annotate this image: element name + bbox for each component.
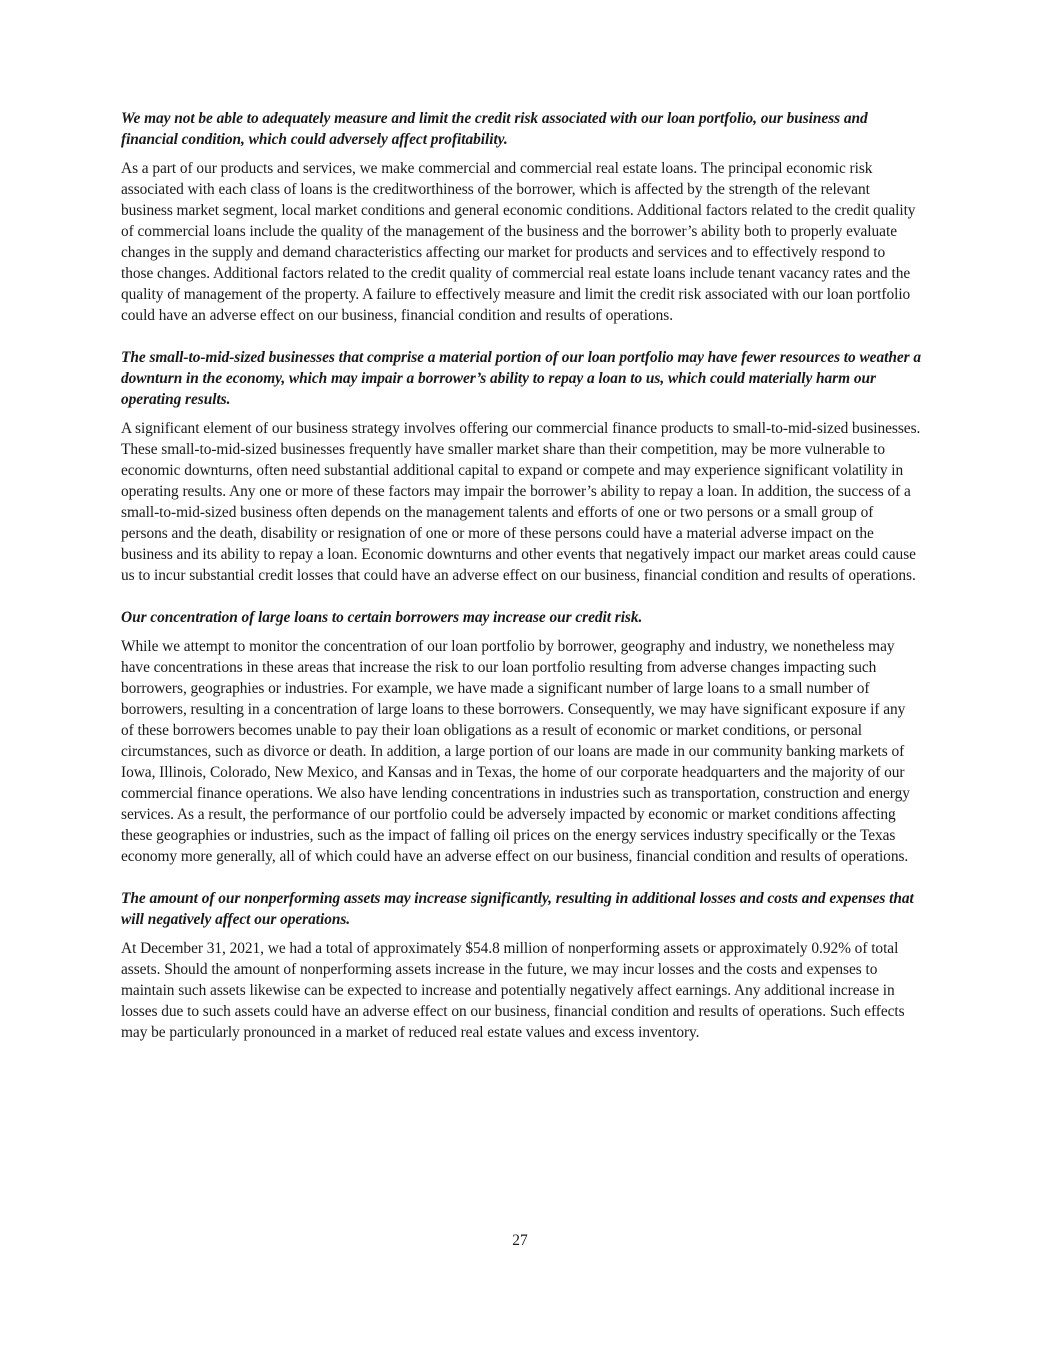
page-number: 27 — [512, 1232, 528, 1249]
section-heading: We may not be able to adequately measure and limit the credit risk associated with our loan portfolio, our business and financial condition, which could adversely affect profitability. — [121, 110, 868, 148]
section-paragraph: While we attempt to monitor the concentration of our loan portfolio by borrower, geography and industry, we nonetheless may have concentrations in these areas that increase the risk to our loan portfolio resulting from adverse changes impacting such borrowers, geographies or industries. For example, we have made a significant number of large loans to a small number of borrowers, resulting in a concentration of large loans to these borrowers. Consequently, we may have significant exposure if any of these borrowers becomes unable to pay their loan obligations as a result of economic or market conditions, or personal circumstances, such as divorce or death. In addition, a large portion of our loans are made in our community banking markets of Iowa, Illinois, Colorado, New Mexico, and Kansas and in Texas, the home of our corporate headquarters and the majority of our commercial finance operations. We also have lending concentrations in industries such as transportation, construction and energy services. As a result, the performance of our portfolio could be adversely impacted by economic or market conditions affecting these geographies or industries, such as the impact of falling oil prices on the energy services industry specifically or the Texas economy more generally, all of which could have an adverse effect on our business, financial condition and results of operations. — [121, 638, 910, 865]
risk-factor-section — [121, 607, 921, 867]
section-paragraph: As a part of our products and services, we make commercial and commercial real estate loans. The principal economic risk associated with each class of loans is the creditworthiness of the borrower, which is affected by the strength of the relevant business market segment, local market conditions and general economic conditions. Additional factors related to the credit quality of commercial loans include the quality of the management of the business and the borrower’s ability both to properly evaluate changes in the supply and demand characteristics affecting our market for products and services and to effectively respond to those changes. Additional factors related to the credit quality of commercial real estate loans include tenant vacancy rates and the quality of management of the property. A failure to effectively measure and limit the credit risk associated with our loan portfolio could have an adverse effect on our business, financial condition and results of operations. — [121, 160, 916, 324]
risk-factor-section — [121, 347, 921, 586]
risk-factor-section — [121, 888, 921, 1043]
section-heading: Our concentration of large loans to certain borrowers may increase our credit risk. — [121, 609, 643, 626]
risk-factor-section — [121, 108, 921, 326]
document-page — [121, 108, 921, 1064]
section-paragraph: A significant element of our business strategy involves offering our commercial finance products to small-to-mid-sized businesses. These small-to-mid-sized businesses frequently have smaller market share than their competition, may be more vulnerable to economic downturns, often need substantial additional capital to expand or compete and may experience significant volatility in operating results. Any one or more of these factors may impair the borrower’s ability to repay a loan. In addition, the success of a small-to-mid-sized business often depends on the management talents and efforts of one or two persons or a small group of persons and the death, disability or resignation of one or more of these persons could have a material adverse impact on the business and its ability to repay a loan. Economic downturns and other events that negatively impact our market areas could cause us to incur substantial credit losses that could have an adverse effect on our business, financial condition and results of operations. — [121, 420, 921, 584]
section-heading: The amount of our nonperforming assets may increase significantly, resulting in additional losses and costs and expenses that will negatively affect our operations. — [121, 890, 914, 928]
section-heading: The small-to-mid-sized businesses that comprise a material portion of our loan portfolio may have fewer resources to weather a downturn in the economy, which may impair a borrower’s ability to repay a loan to us, which could materially harm our operating results. — [121, 349, 922, 408]
section-paragraph: At December 31, 2021, we had a total of approximately $54.8 million of nonperforming assets or approximately 0.92% of total assets. Should the amount of nonperforming assets increase in the future, we may incur losses and the costs and expenses to maintain such assets likewise can be expected to increase and potentially negatively affect earnings. Any additional increase in losses due to such assets could have an adverse effect on our business, financial condition and results of operations. Such effects may be particularly pronounced in a market of reduced real estate values and excess inventory. — [121, 940, 905, 1041]
